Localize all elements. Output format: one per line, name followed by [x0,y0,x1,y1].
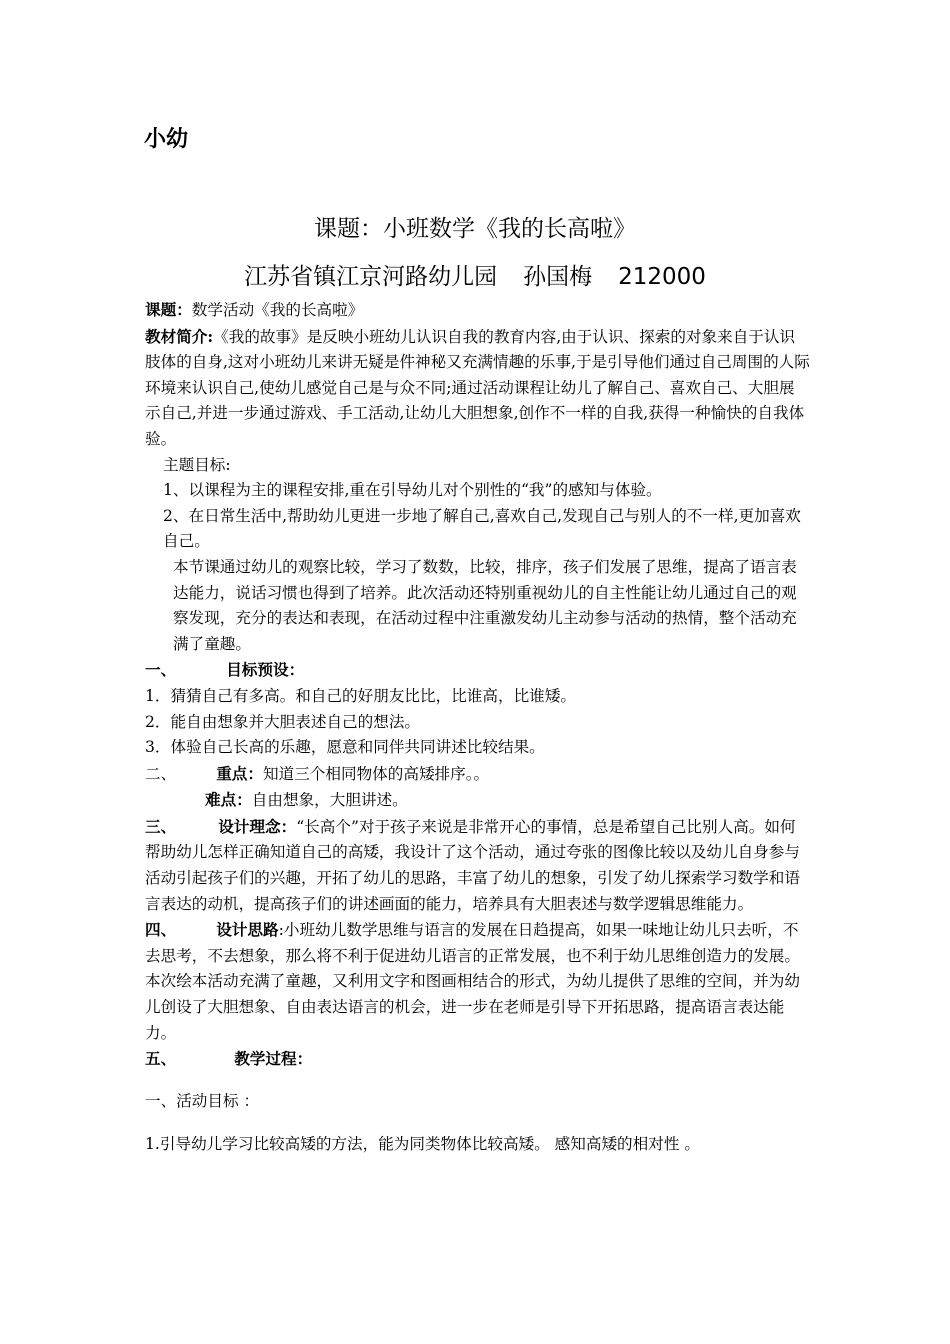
difficulty-line [145,787,810,814]
section-3-number: 三、 [145,816,177,836]
activity-heading: 一、活动目标 ： [145,1091,260,1110]
topic-value: 数学活动《我的长高啦》 [191,301,364,319]
school-name: 江苏省镇江京河路幼儿园 [244,264,498,290]
section-2-number: 二、 [145,764,177,783]
section-4-number: 四、 [145,920,177,940]
section-5-label: 教学过程： [234,1049,313,1069]
section-3-text: “长高个”对于孩子来说是非常开心的事情，总是希望自己比别人高。如何帮助幼儿怎样正确知道自己的高矮，我设计了这个活动，通过夸张的图像比较以及幼儿自身参与活动引起孩子们的兴趣，开拓了幼儿的思路，丰富了幼儿的想象，引发了幼儿探索学习数学和语言表达的动机，提高孩子们的讲述画面的能力，培养具有大胆表述与数学逻辑思维能力。 [145,817,800,913]
summary-paragraph: 本节课通过幼儿的观察比较，学习了数数，比较，排序，孩子们发展了思维，提高了语言表达能力，说话习惯也得到了培养。此次活动还特别重视幼儿的自主性能让幼儿通过自己的观察发现，充分的表达和表现，在活动过程中注重激发幼儿主动参与活动的热情，整个活动充满了童趣。 [173,557,797,653]
author-line [0,258,950,291]
section-4-text: :小班幼儿数学思维与语言的发展在日趋提高，如果一味地让幼儿只去听，不去思考，不去想象，那么将不利于促进幼儿语言的正常发展，也不利于幼儿思维创造力的发展。本次绘本活动充满了童趣，又利用文字和图画相结合的形式，为幼儿提供了思维的空间，并为幼儿创设了大胆想象、自由表达语言的机会，进一步在老师是引导下开拓思路，提高语言表达能力。 [145,921,800,1042]
section-4-paragraph [145,917,810,1046]
goal-item-2: 2．能自由想象并大胆表述自己的想法。 [145,712,421,731]
theme-goal-1: 1、以课程为主的课程安排,重在引导幼儿对个别性的“我”的感知与体验。 [163,481,662,500]
section-5-number: 五、 [145,1049,177,1069]
topic-line [145,297,810,324]
topic-label: 课题： [145,300,192,319]
section-3-label: 设计理念： [218,816,297,836]
key-point-text: 知道三个相同物体的高矮排序。。 [263,764,490,783]
section-1-number: 一、 [145,660,177,680]
intro-paragraph [145,324,810,453]
intro-label: 教材简介: [145,326,214,346]
key-point-label: 重点： [216,763,263,783]
theme-goal-label: 主题目标: [163,455,231,474]
difficulty-label: 难点： [205,790,252,810]
corner-label: 小幼 [144,127,189,152]
intro-text: 《我的故事》是反映小班幼儿认识自我的教育内容,由于认识、探索的对象来自于认识肢体的自身,这对小班幼儿来讲无疑是件神秘又充满情趣的乐事,于是引导他们通过自己周围的人际环境来认识自己,使幼儿感觉自己是与众不同;通过活动课程让幼儿了解自己、喜欢自己、大胆展示自己,并进一步通过游戏、手工活动,让幼儿大胆想象,创作不一样的自我,获得一种愉快的自我体验。 [145,327,810,448]
document-title: 课题：小班数学《我的长高啦》 [314,216,636,242]
section-5-heading [145,1046,810,1073]
difficulty-text: 自由想象，大胆讲述。 [251,791,408,810]
section-2-heading [145,761,810,788]
theme-goal-2: 2、在日常生活中,帮助幼儿更进一步地了解自己,喜欢自己,发现自己与别人的不一样,更加喜欢自己。 [163,506,801,551]
author-name: 孙国梅 [523,264,593,290]
document-body [145,297,810,1158]
activity-goal-1: 1.引导幼儿学习比较高矮的方法，能为同类物体比较高矮。 感知高矮的相对性 。 [145,1135,700,1154]
section-1-label: 目标预设： [226,660,305,680]
postal-code: 212000 [618,264,706,290]
section-1-heading [145,657,810,684]
section-3-paragraph [145,814,810,917]
section-4-label: 设计思路 [216,920,279,940]
goal-item-1: 1．猜猜自己有多高。和自己的好朋友比比，比谁高，比谁矮。 [145,686,576,705]
goal-item-3: 3．体验自己长高的乐趣，愿意和同伴共同讲述比较结果。 [145,738,545,757]
